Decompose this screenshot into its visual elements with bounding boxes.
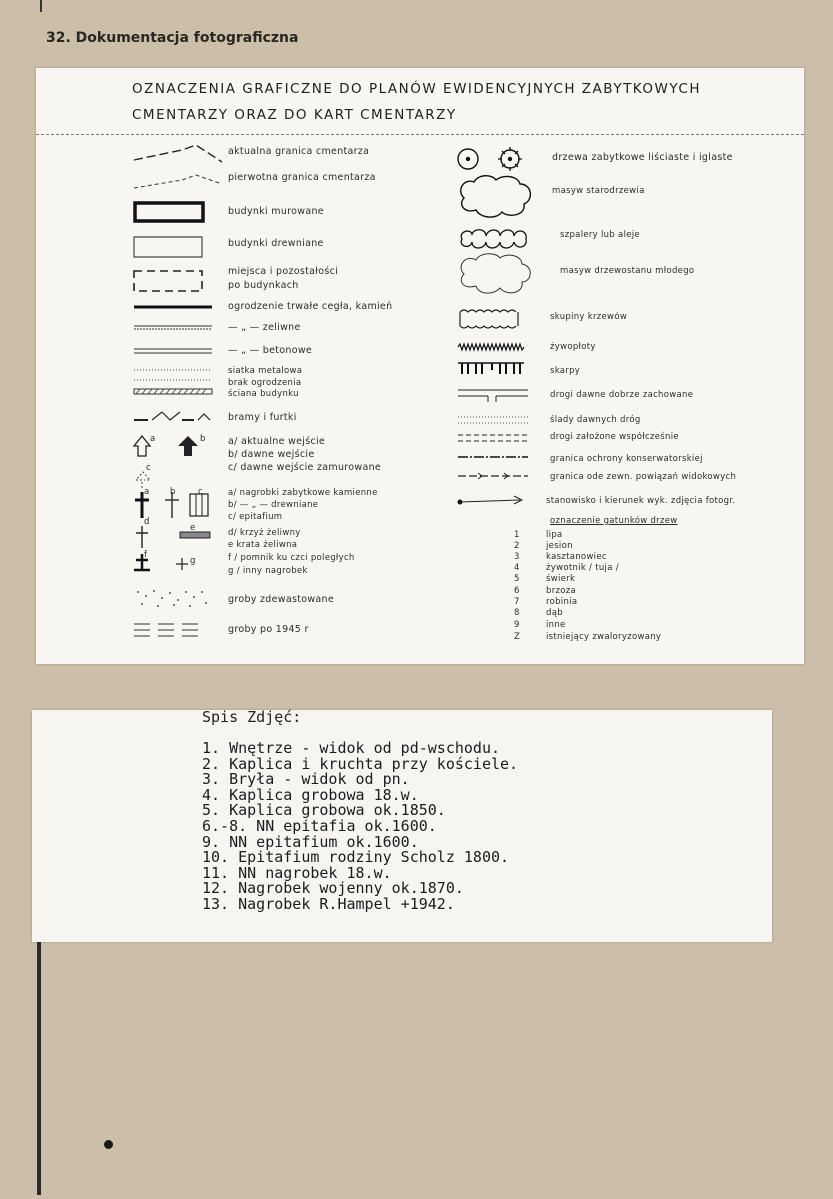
graves-after-1945-symbol <box>132 620 212 642</box>
old-trees-icons <box>456 146 532 172</box>
legend-left-label: ogrodzenie trwałe cegła, kamień <box>228 301 393 312</box>
legend-right-label: granica ode zewn. powiązań widokowych <box>550 472 737 482</box>
embankment-symbol <box>456 360 532 376</box>
legend-card <box>36 68 804 664</box>
mark-b2: b <box>170 487 176 497</box>
photo-list-title: Spis Zdjęć: <box>202 708 302 726</box>
old-road-symbol <box>456 386 532 404</box>
species-num: 8 <box>514 608 520 618</box>
binding-line <box>37 940 41 1195</box>
road-traces-symbol <box>456 414 532 426</box>
species-name: lipa <box>546 530 563 540</box>
legend-right-label: granica ochrony konserwatorskiej <box>550 454 703 464</box>
title-divider <box>36 134 804 135</box>
legend-left-label: siatka metalowa <box>228 366 303 376</box>
legend-right-label: skarpy <box>550 366 581 376</box>
list-item: 9. NN epitafium ok.1600. <box>202 832 419 851</box>
tombstone-icons <box>132 488 216 574</box>
legend-left-label: g / inny nagrobek <box>228 566 308 576</box>
legend-left-label: miejsca i pozostałości <box>228 266 339 277</box>
devastated-graves-symbol <box>132 586 212 612</box>
mark-c2: c <box>198 487 203 497</box>
legend-right-label: drogi dawne dobrze zachowane <box>550 390 694 400</box>
young-tree-massif-symbol <box>456 252 536 298</box>
legend-right-label: ślady dawnych dróg <box>550 415 641 425</box>
species-name: świerk <box>546 574 576 584</box>
binding-mark <box>40 0 42 12</box>
fence-iron-symbol <box>132 322 216 332</box>
legend-right-label: stanowisko i kierunek wyk. zdjęcia fotogr. <box>546 496 736 506</box>
species-name: jesion <box>546 541 573 551</box>
legend-left-label: — „ — zeliwne <box>228 322 301 333</box>
list-item: 12. Nagrobek wojenny ok.1870. <box>202 879 464 898</box>
species-num: 1 <box>514 530 520 540</box>
legend-right-label: szpalery lub aleje <box>560 230 640 240</box>
legend-title-line1: OZNACZENIA GRAFICZNE DO PLANÓW EWIDENCYJNYCH ZABYTKOWYCH <box>132 81 701 97</box>
species-name: kasztanowiec <box>546 552 607 562</box>
legend-left-label: d/ krzyż żeliwny <box>228 528 301 538</box>
legend-left-label: ściana budynku <box>228 389 299 399</box>
legend-left-label: groby zdewastowane <box>228 594 335 605</box>
mark-c1: c <box>146 463 151 473</box>
alley-symbol <box>456 228 536 250</box>
species-name: dąb <box>546 608 563 618</box>
species-name: istniejący zwaloryzowany <box>546 632 662 642</box>
building-remains-symbol <box>132 268 208 294</box>
species-num: 2 <box>514 541 520 551</box>
legend-left-label: — „ — betonowe <box>228 345 313 356</box>
legend-left-label: budynki murowane <box>228 206 324 217</box>
legend-left-label: a/ nagrobki zabytkowe kamienne <box>228 488 378 498</box>
brick-building-symbol <box>132 200 208 224</box>
photo-list <box>202 741 518 913</box>
mark-a2: a <box>144 487 150 497</box>
species-name: inne <box>546 620 566 630</box>
gate-symbol <box>132 408 216 426</box>
species-name: brzoza <box>546 586 577 596</box>
legend-left-label: b/ — „ — drewniane <box>228 500 319 510</box>
list-item: 4. Kaplica grobowa 18.w. <box>202 785 419 804</box>
mark-d: d <box>144 517 150 527</box>
ink-dot <box>104 1140 113 1149</box>
legend-left-label: bramy i furtki <box>228 412 297 423</box>
legend-right-label: drzewa zabytkowe liściaste i iglaste <box>552 152 733 163</box>
mark-e: e <box>190 523 196 533</box>
current-border-symbol <box>132 142 228 166</box>
legend-left-label: a/ aktualne wejście <box>228 436 326 447</box>
legend-right-label: żywopłoty <box>550 342 596 352</box>
mesh-wall-symbols <box>132 366 216 398</box>
legend-title-line2: CMENTARZY ORAZ DO KART CMENTARZY <box>132 107 457 123</box>
legend-left-label: po budynkach <box>228 280 299 291</box>
old-tree-massif-symbol <box>456 174 536 220</box>
shrubs-symbol <box>456 306 526 334</box>
legend-left-label: budynki drewniane <box>228 238 324 249</box>
legend-left-label: c/ epitafium <box>228 512 283 522</box>
legend-left-label: aktualna granica cmentarza <box>228 146 370 157</box>
mark-g: g <box>190 556 196 566</box>
photo-list-card <box>32 710 772 942</box>
hedge-symbol <box>456 342 532 352</box>
original-border-symbol <box>132 170 228 192</box>
species-num: 3 <box>514 552 520 562</box>
mark-a1: a <box>150 434 156 444</box>
species-num: 7 <box>514 597 520 607</box>
view-border-symbol <box>456 470 532 482</box>
legend-left-label: b/ dawne wejście <box>228 449 315 460</box>
legend-left-label: brak ogrodzenia <box>228 378 302 388</box>
legend-left-label: groby po 1945 r <box>228 624 309 635</box>
species-header: oznaczenie gatunków drzew <box>550 516 678 526</box>
legend-left-label: f / pomnik ku czci poległych <box>228 553 355 563</box>
list-item: 13. Nagrobek R.Hampel +1942. <box>202 894 455 913</box>
species-num: 6 <box>514 586 520 596</box>
legend-right-label: drogi założone współcześnie <box>550 432 679 442</box>
fence-brick-symbol <box>132 302 216 312</box>
list-item: 6.-8. NN epitafia ok.1600. <box>202 816 437 835</box>
species-name: żywotnik / tuja / <box>546 563 619 573</box>
photo-position-symbol <box>456 494 532 508</box>
species-num: Z <box>514 632 521 642</box>
legend-right-label: skupiny krzewów <box>550 312 628 322</box>
legend-right-label: masyw starodrzewia <box>552 186 645 196</box>
species-name: robinia <box>546 597 578 607</box>
species-num: 4 <box>514 563 520 573</box>
page-header: 32. Dokumentacja fotograficzna <box>46 30 299 46</box>
new-road-symbol <box>456 432 532 444</box>
list-item: 10. Epitafium rodziny Scholz 1800. <box>202 848 510 867</box>
wooden-building-symbol <box>132 234 208 260</box>
protection-border-symbol <box>456 452 532 462</box>
species-num: 5 <box>514 574 520 584</box>
list-item: 11. NN nagrobek 18.w. <box>202 863 392 882</box>
list-item: 1. Wnętrze - widok od pd-wschodu. <box>202 739 501 757</box>
list-item: 5. Kaplica grobowa ok.1850. <box>202 801 446 820</box>
mark-b1: b <box>200 434 206 444</box>
mark-f: f <box>144 550 148 560</box>
legend-left-label: pierwotna granica cmentarza <box>228 172 376 183</box>
legend-left-label: e krata żeliwna <box>228 540 298 550</box>
legend-left-label: c/ dawne wejście zamurowane <box>228 462 382 473</box>
list-item: 3. Bryła - widok od pn. <box>202 770 410 789</box>
fence-concrete-symbol <box>132 346 216 356</box>
legend-right-label: masyw drzewostanu młodego <box>560 266 695 276</box>
species-num: 9 <box>514 620 520 630</box>
list-item: 2. Kaplica i kruchta przy kościele. <box>202 754 519 773</box>
